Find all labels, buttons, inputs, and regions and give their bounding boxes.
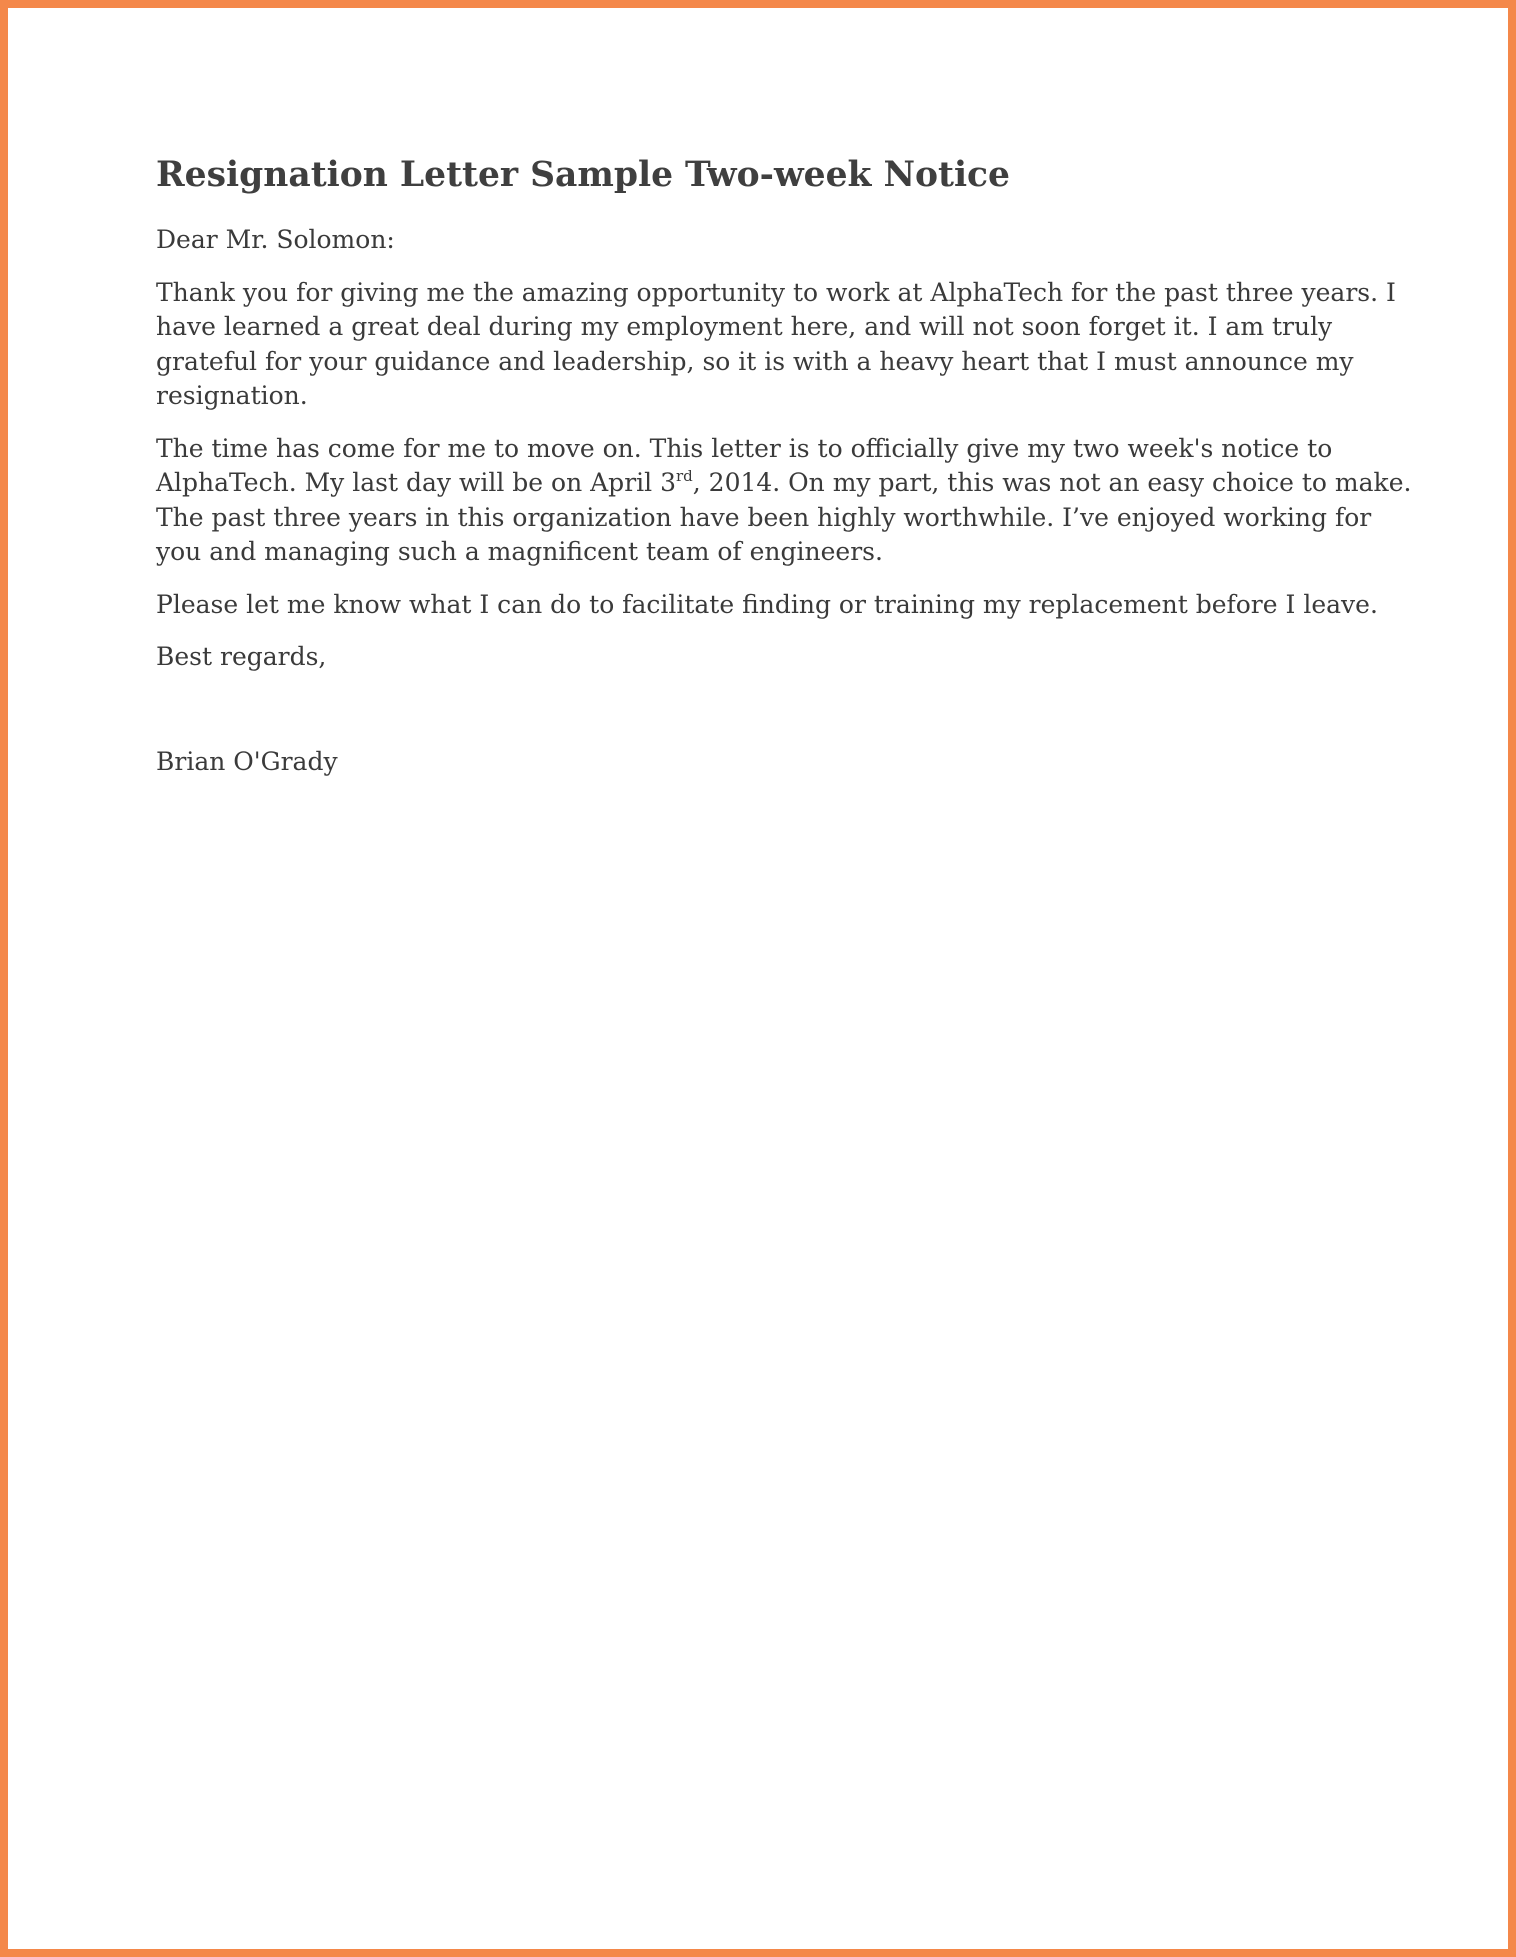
paragraph-1-line-4: resignation.	[156, 381, 308, 410]
salutation: Dear Mr. Solomon:	[156, 225, 395, 254]
paragraph-2-line-2	[156, 466, 1412, 501]
document-title: Resignation Letter Sample Two-week Notice	[156, 155, 1011, 195]
signature-name: Brian O'Grady	[156, 746, 338, 776]
paragraph-1-line-1: Thank you for giving me the amazing opportunity to work at AlphaTech for the past three years. I	[156, 277, 1396, 307]
paragraph-2-line-3: The past three years in this organization have been highly worthwhile. I’ve enjoyed working for	[156, 502, 1372, 532]
letter-body	[156, 153, 1412, 779]
paragraph-2-line-1: The time has come for me to move on. This letter is to officially give my two week's notice to	[156, 433, 1333, 463]
paragraph-1-line-2: have learned a great deal during my employment here, and will not soon forget it. I am truly	[156, 312, 1333, 341]
paragraph-1-line-3: grateful for your guidance and leadership, so it is with a heavy heart that I must announce my	[156, 346, 1354, 376]
closing: Best regards,	[156, 642, 327, 671]
ordinal-suffix: rd	[675, 467, 693, 485]
paragraph-2-line-2-end: , 2014. On my part, this was not an easy choice to make.	[692, 468, 1412, 497]
paragraph-2-line-4: you and managing such a magnificent team of engineers.	[156, 537, 883, 566]
paragraph-2-line-2-start: AlphaTech. My last day will be on April 3	[156, 468, 676, 497]
paragraph-2	[156, 432, 1412, 570]
paragraph-1	[156, 276, 1396, 414]
paragraph-3: Please let me know what I can do to facilitate finding or training my replacement before I leave.	[156, 589, 1378, 619]
